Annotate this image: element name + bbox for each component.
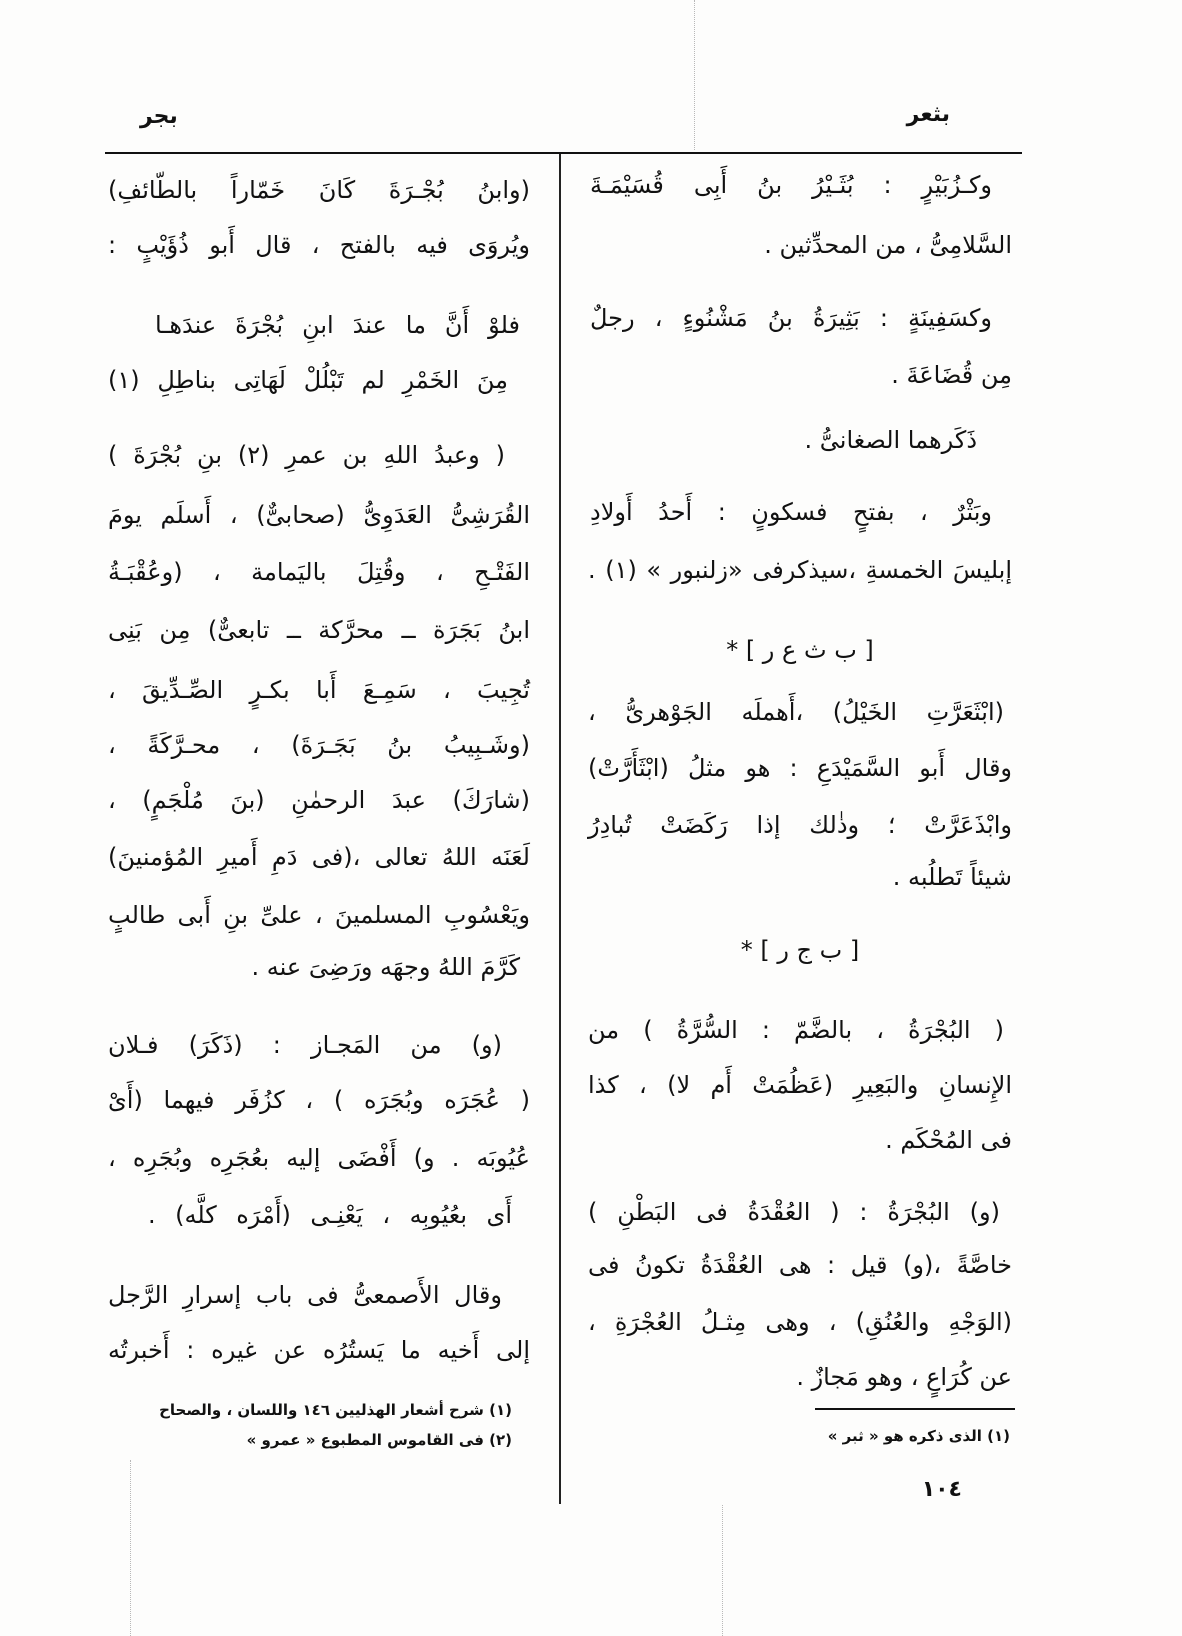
footnote-rule [815, 1408, 1015, 1410]
right-guide-word: بثعر [906, 102, 950, 127]
text-line: وقال أَبو السَّمَيْدَعِ : هو مثلُ (ابْثَأَرَّتْ) [588, 754, 1012, 782]
text-line: وقال الأَصمعىُّ فى باب إسرارِ الرَّجل [108, 1281, 502, 1309]
text-line: وابْذَعَرَّتْ ؛ وذٰلك إذا رَكَضَتْ تُبادِرُ [588, 811, 1012, 839]
text-line: مِن قُضَاعَةَ . [891, 361, 1012, 389]
text-line: وكسَفِينَةٍ : بَثِيرَةُ بنُ مَشْنُوءٍ ، رجلٌ [590, 304, 992, 332]
text-line: شيئاً تَطلُبه . [892, 863, 1012, 891]
text-line: الإِنسانِ والبَعِيرِ (عَظُمَتْ أَم لا) ، كذا [588, 1071, 1012, 1099]
entry-heading: [ ب ث ع ر ] * [726, 636, 874, 664]
text-line: ويَعْسُوبِ المسلمينَ ، علىِّ بنِ أَبى طالبٍ [108, 901, 530, 929]
text-line: (وشَـبِيبُ بنُ بَجَـرَةَ) ، محـرَّكَةً ، [108, 731, 530, 759]
text-line: ويُروَى فيه بالفتح ، قال أَبو ذُؤَيْبٍ : [108, 231, 530, 259]
text-line: وبَثْرٌ ، بفتحٍ فسكونٍ : أَحدُ أَولادِ [590, 498, 992, 526]
text-line: أَى بعُيُوبِه ، يَعْنِـى (أَمْرَه كلَّه) . [148, 1201, 512, 1229]
text-line: ( وعبدُ اللهِ بن عمرِ (٢) بنِ بُجْرَةَ ) [108, 441, 505, 469]
text-line: الفَتْـحِ ، وقُتِلَ باليَمامة ، (وعُقْبَـةُ [108, 558, 530, 586]
footnote: (١) شرح أشعار الهذليين ١٤٦ واللسان ، والصحاح [159, 1401, 512, 1419]
footnote: (٢) فى القاموس المطبوع « عمرو » [246, 1431, 512, 1449]
footnote: (١) الذى ذكره هو « ثبر » [827, 1427, 1010, 1445]
text-line: لَعَنَه اللهُ تعالى ،(فى دَمِ أَميرِ المُؤمنينَ) [108, 843, 530, 871]
text-line: خاصَّةً ،(و) قيل : هى العُقْدَةُ تكونُ فى [588, 1251, 1012, 1279]
text-line: القُرَشِىُّ العَدَوِىُّ (صحابىٌّ) ، أَسلَم يومَ [108, 501, 530, 529]
left-guide-word: بجر [140, 104, 178, 129]
text-line: وكـزُبَيْرٍ : بُثَـيْرُ بنُ أَبِى قُسَيْمَـةَ [590, 171, 992, 199]
page-number: ١٠٤ [921, 1477, 962, 1502]
header-rule [105, 152, 1022, 154]
text-line: كَرَّمَ اللهُ وجهَه ورَضِىَ عنه . [251, 953, 520, 981]
text-line: ذَكَرهما الصغانىُّ . [804, 426, 977, 454]
text-line: (شارَكَ) عبدَ الرحمٰنِ (بنَ مُلْجَمٍ) ، [108, 786, 530, 814]
text-line: (و) من المَجـاز : (ذَكَرَ) فـلان [108, 1031, 502, 1059]
scan-guide-line [694, 0, 695, 150]
text-line: (الوَجْهِ والعُنُقِ) ، وهى مِثـلُ العُجْرَةِ ، [588, 1308, 1012, 1336]
scan-guide-line [130, 1460, 131, 1636]
text-line: ( عُجَرَه وبُجَرَه ) ، كزُفَر فيهما (أَىْ [108, 1086, 530, 1114]
text-line: فى المُحْكَم . [885, 1126, 1012, 1154]
text-line: (ابْثَعَرَّتِ الخَيْلُ) ،أَهملَه الجَوْهرىُّ ، [588, 698, 1004, 726]
text-line: إبليسَ الخمسةِ ،سيذكرفى «زلنبور » (١) . [588, 556, 1012, 584]
text-line: ( البُجْرَةُ ، بالضَّمّ : السُّرَّةُ ) من [588, 1016, 1004, 1044]
entry-heading: [ ب ج ر ] * [740, 936, 860, 964]
text-line: السَّلامِىُّ ، من المحدِّثين . [764, 231, 1012, 259]
text-line: عُيُوبَه . و) أَفْضَى إليه بعُجَرِه وبُجَرِه ، [108, 1144, 530, 1172]
column-divider [559, 154, 561, 1504]
text-line: عن كُرَاعٍ ، وهو مَجازٌ . [796, 1363, 1012, 1391]
text-line: (و) البُجْرَةُ : ( العُقْدَةُ فى البَطْنِ ) [588, 1198, 1000, 1226]
text-line: تُجِيبَ ، سَمِـعَ أَبا بكـرٍ الصِّـدِّيقَ ، [108, 676, 530, 704]
text-line: ابنُ بَجَرَة ــ محرَّكة ــ تابعىٌّ) مِن بَنِى [108, 616, 530, 644]
verse-line: فلوْ أَنَّ ما عندَ ابنِ بُجْرَةَ عندَهـا [155, 311, 520, 339]
text-line: (وابنُ بُجْـرَةَ كَانَ خَمّاراً بالطّائفِ) [108, 176, 530, 204]
text-line: إلى أَخيه ما يَستُرُه عن غيره : أَخبرتُه [108, 1336, 530, 1364]
verse-line: مِنَ الخَمْرِ لم تَبْلُلْ لَهَاتِى بناطِلِ (١) [108, 366, 508, 394]
scan-guide-line [722, 1505, 723, 1636]
